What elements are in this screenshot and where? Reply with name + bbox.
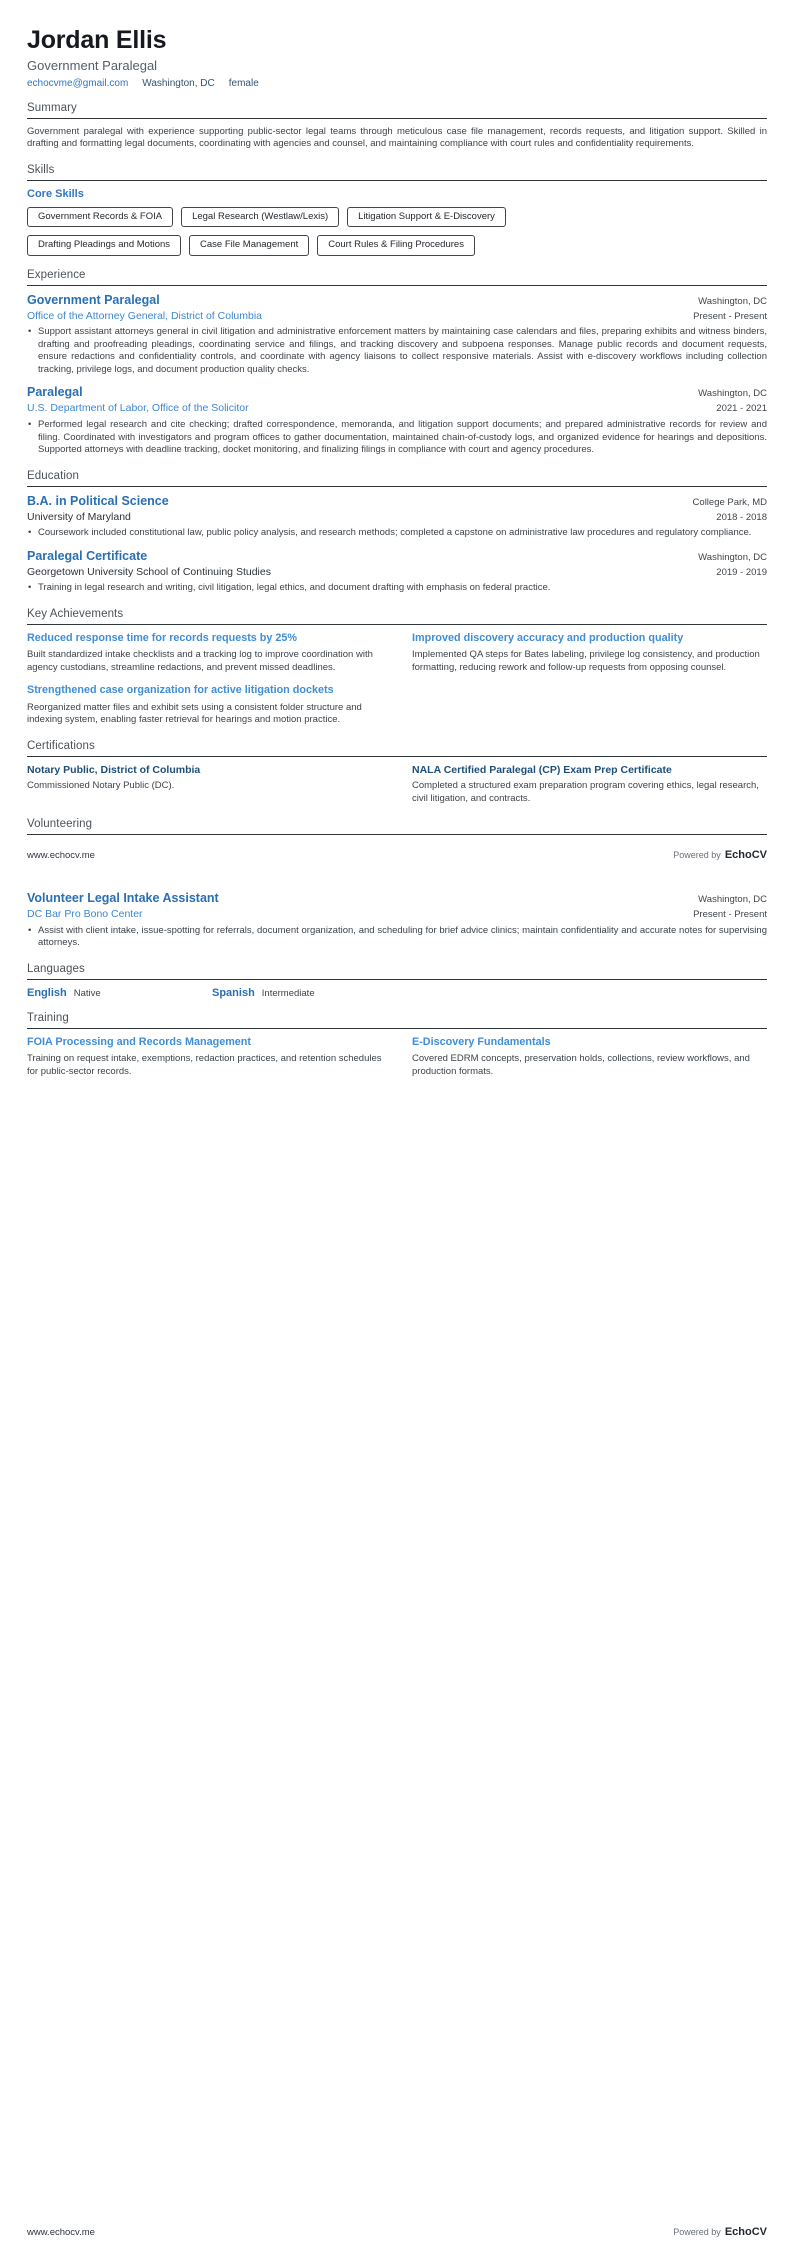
language-item bbox=[27, 987, 212, 999]
section-education bbox=[27, 469, 767, 595]
skill-chip: Legal Research (Westlaw/Lexis) bbox=[181, 207, 339, 227]
skill-chip: Litigation Support & E-Discovery bbox=[347, 207, 506, 227]
resume-header bbox=[27, 26, 767, 89]
section-training bbox=[27, 1011, 767, 1079]
echocv-brand: EchoCV bbox=[724, 849, 767, 862]
volunteering-heading: Volunteering bbox=[27, 817, 767, 835]
job-bullet-list bbox=[27, 419, 767, 457]
skill-chip: Court Rules & Filing Procedures bbox=[317, 235, 475, 255]
degree-title: Paralegal Certificate bbox=[27, 548, 148, 563]
volunteer-location: Washington, DC bbox=[698, 894, 767, 906]
powered-by bbox=[673, 2226, 767, 2238]
education-location: College Park, MD bbox=[692, 496, 767, 508]
education-entry bbox=[27, 494, 767, 540]
section-experience bbox=[27, 268, 767, 457]
school-name: University of Maryland bbox=[27, 510, 131, 523]
education-location: Washington, DC bbox=[698, 551, 767, 563]
training-text: Training on request intake, exemptions, redaction practices, and retention schedules for public-sector records. bbox=[27, 1053, 382, 1077]
volunteer-bullet: • Assist with client intake, issue-spotting for referrals, document organization, and scheduling for brief advice clinics; maintain confidentiality and accurate notes for supervising attorneys. bbox=[27, 925, 767, 950]
certifications-grid bbox=[27, 764, 767, 805]
degree-title: B.A. in Political Science bbox=[27, 493, 169, 508]
education-dates: 2018 - 2018 bbox=[716, 511, 767, 523]
languages-heading: Languages bbox=[27, 962, 767, 980]
achievement-text: Implemented QA steps for Bates labeling, privilege log consistency, and production formatting, reducing rework and follow-up requests from opposing counsel. bbox=[412, 649, 760, 673]
contact-row bbox=[27, 78, 767, 89]
certifications-heading: Certifications bbox=[27, 739, 767, 757]
achievements-grid bbox=[27, 632, 767, 727]
education-bullet: • Training in legal research and writing, civil litigation, legal ethics, and document drafting with emphasis on federal practice. bbox=[27, 582, 767, 595]
education-bullet-list bbox=[27, 527, 767, 540]
certification-text: Completed a structured exam preparation program covering ethics, legal research, civil litigation, and contracts. bbox=[412, 780, 759, 804]
education-dates: 2019 - 2019 bbox=[716, 566, 767, 578]
footer-site-link[interactable]: www.echocv.me bbox=[27, 850, 95, 862]
achievement-item bbox=[27, 632, 382, 675]
job-location: Washington, DC bbox=[698, 388, 767, 400]
achievement-title: Strengthened case organization for active litigation dockets bbox=[27, 684, 334, 697]
candidate-title: Government Paralegal bbox=[27, 57, 158, 73]
language-name: Spanish bbox=[212, 986, 255, 999]
section-certifications bbox=[27, 739, 767, 805]
echocv-brand: EchoCV bbox=[724, 2226, 767, 2238]
language-item bbox=[212, 987, 397, 999]
section-languages bbox=[27, 962, 767, 999]
powered-by bbox=[673, 849, 767, 861]
section-key-achievements bbox=[27, 607, 767, 727]
skills-chip-list bbox=[27, 207, 607, 256]
page1-footer bbox=[27, 849, 767, 861]
contact-location: Washington, DC bbox=[142, 77, 215, 89]
achievement-item bbox=[27, 684, 382, 727]
certification-title: NALA Certified Paralegal (CP) Exam Prep Certificate bbox=[412, 763, 672, 776]
skills-heading: Skills bbox=[27, 163, 767, 181]
job-title: Paralegal bbox=[27, 385, 83, 400]
certification-text: Commissioned Notary Public (DC). bbox=[27, 780, 175, 792]
experience-entry bbox=[27, 385, 767, 456]
volunteering-entry bbox=[27, 891, 767, 950]
powered-by-prefix: Powered by bbox=[673, 2227, 721, 2237]
job-organization: Office of the Attorney General, District of Columbia bbox=[27, 309, 262, 322]
language-name: English bbox=[27, 986, 67, 999]
school-name: Georgetown University School of Continuing Studies bbox=[27, 565, 271, 578]
experience-heading: Experience bbox=[27, 268, 767, 286]
achievement-title: Improved discovery accuracy and production quality bbox=[412, 631, 684, 644]
achievement-item bbox=[412, 632, 767, 675]
achievement-text: Built standardized intake checklists and a tracking log to improve coordination with agency custodians, streamline redactions, and prevent missed deadlines. bbox=[27, 649, 373, 673]
job-dates: Present - Present bbox=[693, 310, 767, 322]
skills-group-title: Core Skills bbox=[27, 187, 84, 200]
training-title: FOIA Processing and Records Management bbox=[27, 1035, 251, 1048]
candidate-name: Jordan Ellis bbox=[27, 26, 167, 54]
achievement-text: Reorganized matter files and exhibit sets using a consistent folder structure and indexing system, enabling faster retrieval for hearings and motion practice. bbox=[27, 701, 362, 726]
certification-item bbox=[27, 764, 382, 793]
skill-chip: Government Records & FOIA bbox=[27, 207, 173, 227]
education-bullet-list bbox=[27, 582, 767, 595]
education-heading: Education bbox=[27, 469, 767, 487]
job-title: Government Paralegal bbox=[27, 292, 160, 307]
job-location: Washington, DC bbox=[698, 295, 767, 307]
section-summary bbox=[27, 101, 767, 151]
section-skills bbox=[27, 163, 767, 256]
page2-footer bbox=[27, 2226, 767, 2238]
experience-entry bbox=[27, 293, 767, 377]
job-bullet: • Support assistant attorneys general in civil litigation and administrative enforcement matters by maintaining case calendars and files, preparing exhibits and witness binders, drafting and proofreading pleadings, coordinating service and filings, and tracking discovery and subpoena responses. Manage public records and document requests, ensure redactions and confidentiality controls, and coordinate with agency liaisons to collect responsive materials. Assist with e-discovery workflows including collection tracking, privilege logs, and document production quality checks. bbox=[27, 326, 767, 376]
training-item bbox=[27, 1036, 382, 1079]
training-grid bbox=[27, 1036, 767, 1079]
email-link[interactable]: echocvme@gmail.com bbox=[27, 77, 129, 89]
section-volunteering bbox=[27, 817, 767, 950]
language-level: Native bbox=[73, 987, 101, 999]
volunteer-organization: DC Bar Pro Bono Center bbox=[27, 908, 143, 921]
job-bullet-list bbox=[27, 326, 767, 376]
skill-chip: Case File Management bbox=[189, 235, 309, 255]
training-text: Covered EDRM concepts, preservation holds, collections, review workflows, and production formats. bbox=[412, 1053, 750, 1077]
summary-text: Government paralegal with experience supporting public-sector legal teams through meticulous case file management, records requests, and litigation support. Skilled in drafting and formatting legal documents, coordinating with agencies and counsel, and maintaining compliance with court rules and confidentiality requirements. bbox=[27, 125, 767, 150]
education-bullet: • Coursework included constitutional law, public policy analysis, and research methods; completed a capstone on administrative law procedures and regulatory compliance. bbox=[27, 527, 767, 540]
powered-by-prefix: Powered by bbox=[673, 850, 721, 861]
certification-item bbox=[412, 764, 767, 805]
footer-site-link[interactable]: www.echocv.me bbox=[27, 2227, 95, 2238]
volunteer-dates: Present - Present bbox=[693, 909, 767, 921]
job-bullet: • Performed legal research and cite checking; drafted correspondence, memoranda, and litigation support documents; and prepared administrative records for review and filing. Coordinated with investigators and program offices to gather documentation, maintained chain-of-custody logs, and organized evidence for hearings and depositions. Supported attorneys with deadline tracking, docket monitoring, and finalizing filings in compliance with court and agency procedures. bbox=[27, 419, 767, 457]
languages-grid bbox=[27, 987, 767, 999]
language-level: Intermediate bbox=[261, 987, 315, 999]
training-title: E-Discovery Fundamentals bbox=[412, 1035, 551, 1048]
volunteer-bullet-list bbox=[27, 925, 767, 950]
certification-title: Notary Public, District of Columbia bbox=[27, 763, 201, 776]
job-organization: U.S. Department of Labor, Office of the Solicitor bbox=[27, 402, 249, 415]
training-item bbox=[412, 1036, 767, 1079]
contact-gender: female bbox=[228, 77, 259, 89]
job-dates: 2021 - 2021 bbox=[716, 403, 767, 415]
volunteer-title: Volunteer Legal Intake Assistant bbox=[27, 891, 219, 906]
summary-heading: Summary bbox=[27, 101, 767, 119]
training-heading: Training bbox=[27, 1011, 767, 1029]
achievements-heading: Key Achievements bbox=[27, 607, 767, 625]
skill-chip: Drafting Pleadings and Motions bbox=[27, 235, 181, 255]
achievement-title: Reduced response time for records requests by 25% bbox=[27, 631, 298, 644]
education-entry bbox=[27, 549, 767, 595]
